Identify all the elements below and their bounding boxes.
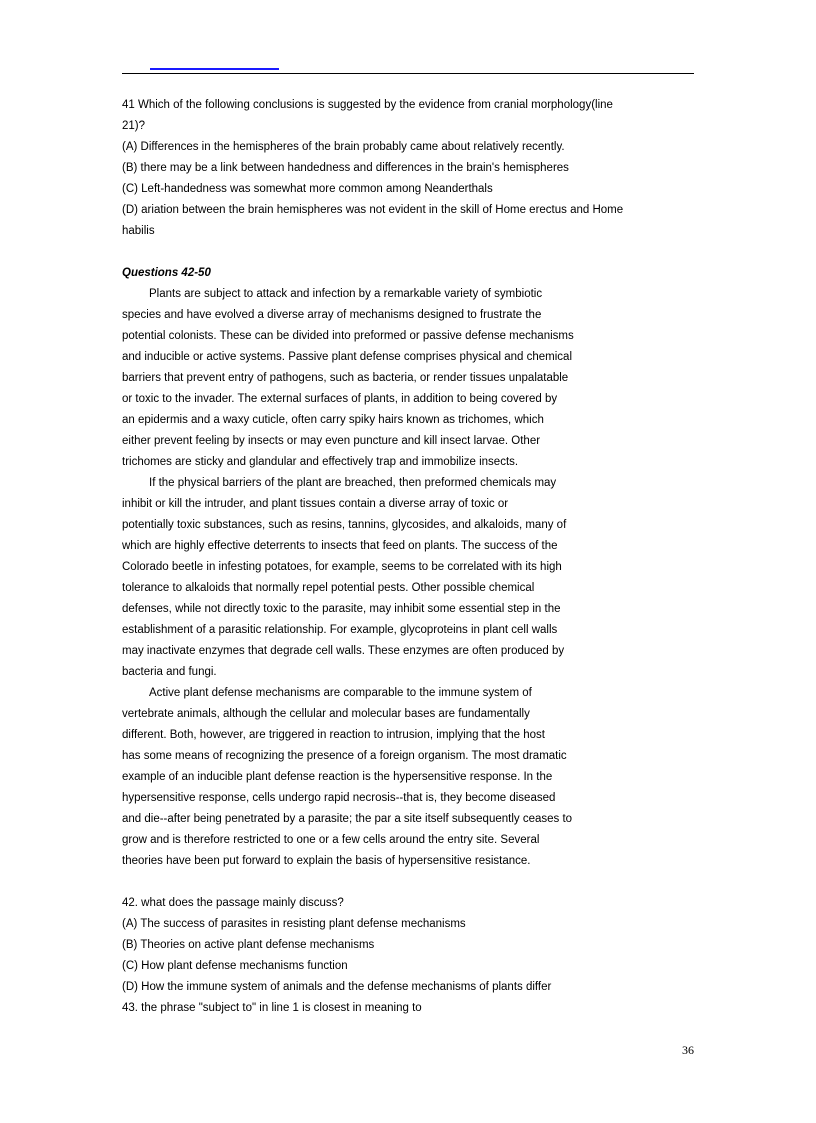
section-heading: Questions 42-50 [122, 267, 211, 279]
answer-option: (B) Theories on active plant defense mechanisms [122, 939, 375, 951]
answer-option: (C) How plant defense mechanisms function [122, 960, 348, 972]
passage-line: defenses, while not directly toxic to the parasite, may inhibit some essential step in the [122, 603, 561, 615]
passage-line: bacteria and fungi. [122, 666, 217, 678]
passage-line: If the physical barriers of the plant are breached, then preformed chemicals may [149, 477, 557, 489]
passage-line: hypersensitive response, cells undergo rapid necrosis--that is, they become diseased [122, 792, 556, 804]
question-stem-line: 21)? [122, 120, 146, 132]
passage-line: trichomes are sticky and glandular and effectively trap and immobilize insects. [122, 456, 519, 468]
passage-line: theories have been put forward to explain the basis of hypersensitive resistance. [122, 855, 531, 867]
passage-line: has some means of recognizing the presence of a foreign organism. The most dramatic [122, 750, 567, 762]
passage-paragraph-2 [122, 473, 702, 683]
passage-line: Colorado beetle in infesting potatoes, for example, seems to be correlated with its high [122, 561, 562, 573]
answer-option: (C) Left-handedness was somewhat more common among Neanderthals [122, 183, 493, 195]
spacer [122, 242, 702, 263]
passage-line: Active plant defense mechanisms are comparable to the immune system of [149, 687, 532, 699]
question-43 [122, 998, 702, 1019]
passage-line: either prevent feeling by insects or may even puncture and kill insect larvae. Other [122, 435, 541, 447]
header-rule [122, 73, 694, 74]
question-42 [122, 893, 702, 998]
passage-line: and die--after being penetrated by a parasite; the par a site itself subsequently ceases to [122, 813, 573, 825]
passage-line: Plants are subject to attack and infection by a remarkable variety of symbiotic [149, 288, 543, 300]
passage-line: inhibit or kill the intruder, and plant tissues contain a diverse array of toxic or [122, 498, 509, 510]
passage-paragraph-1 [122, 284, 702, 473]
answer-option: (D) ariation between the brain hemispheres was not evident in the skill of Home erectus and Home [122, 204, 624, 216]
passage-line: species and have evolved a diverse array of mechanisms designed to frustrate the [122, 309, 542, 321]
page-content [122, 95, 702, 1019]
passage-line: potentially toxic substances, such as resins, tannins, glycosides, and alkaloids, many of [122, 519, 567, 531]
passage-line: different. Both, however, are triggered in reaction to intrusion, implying that the host [122, 729, 545, 741]
passage-line: or toxic to the invader. The external surfaces of plants, in addition to being covered by [122, 393, 558, 405]
header-link-underline[interactable] [150, 68, 279, 70]
answer-option: habilis [122, 225, 155, 237]
question-41 [122, 95, 702, 242]
spacer [122, 872, 702, 893]
answer-option: (A) Differences in the hemispheres of the brain probably came about relatively recently. [122, 141, 565, 153]
passage-line: vertebrate animals, although the cellular and molecular bases are fundamentally [122, 708, 530, 720]
question-stem-line: 43. the phrase "subject to" in line 1 is closest in meaning to [122, 1002, 422, 1014]
passage-line: example of an inducible plant defense reaction is the hypersensitive response. In the [122, 771, 553, 783]
page-number: 36 [682, 1043, 694, 1057]
passage-line: which are highly effective deterrents to insects that feed on plants. The success of the [122, 540, 558, 552]
answer-option: (A) The success of parasites in resisting plant defense mechanisms [122, 918, 466, 930]
passage-line: tolerance to alkaloids that normally repel potential pests. Other possible chemical [122, 582, 535, 594]
passage-line: may inactivate enzymes that degrade cell walls. These enzymes are often produced by [122, 645, 565, 657]
passage-line: establishment of a parasitic relationship. For example, glycoproteins in plant cell walls [122, 624, 558, 636]
passage-line: and inducible or active systems. Passive plant defense comprises physical and chemical [122, 351, 572, 363]
passage-line: grow and is therefore restricted to one or a few cells around the entry site. Several [122, 834, 540, 846]
answer-option: (D) How the immune system of animals and the defense mechanisms of plants differ [122, 981, 552, 993]
question-stem-line: 41 Which of the following conclusions is suggested by the evidence from cranial morphology(line [122, 99, 613, 111]
question-stem-line: 42. what does the passage mainly discuss? [122, 897, 344, 909]
answer-option: (B) there may be a link between handedness and differences in the brain's hemispheres [122, 162, 569, 174]
passage-paragraph-3 [122, 683, 702, 872]
passage-line: barriers that prevent entry of pathogens, such as bacteria, or render tissues unpalatable [122, 372, 569, 384]
passage-line: potential colonists. These can be divided into preformed or passive defense mechanisms [122, 330, 574, 342]
passage-line: an epidermis and a waxy cuticle, often carry spiky hairs known as trichomes, which [122, 414, 544, 426]
